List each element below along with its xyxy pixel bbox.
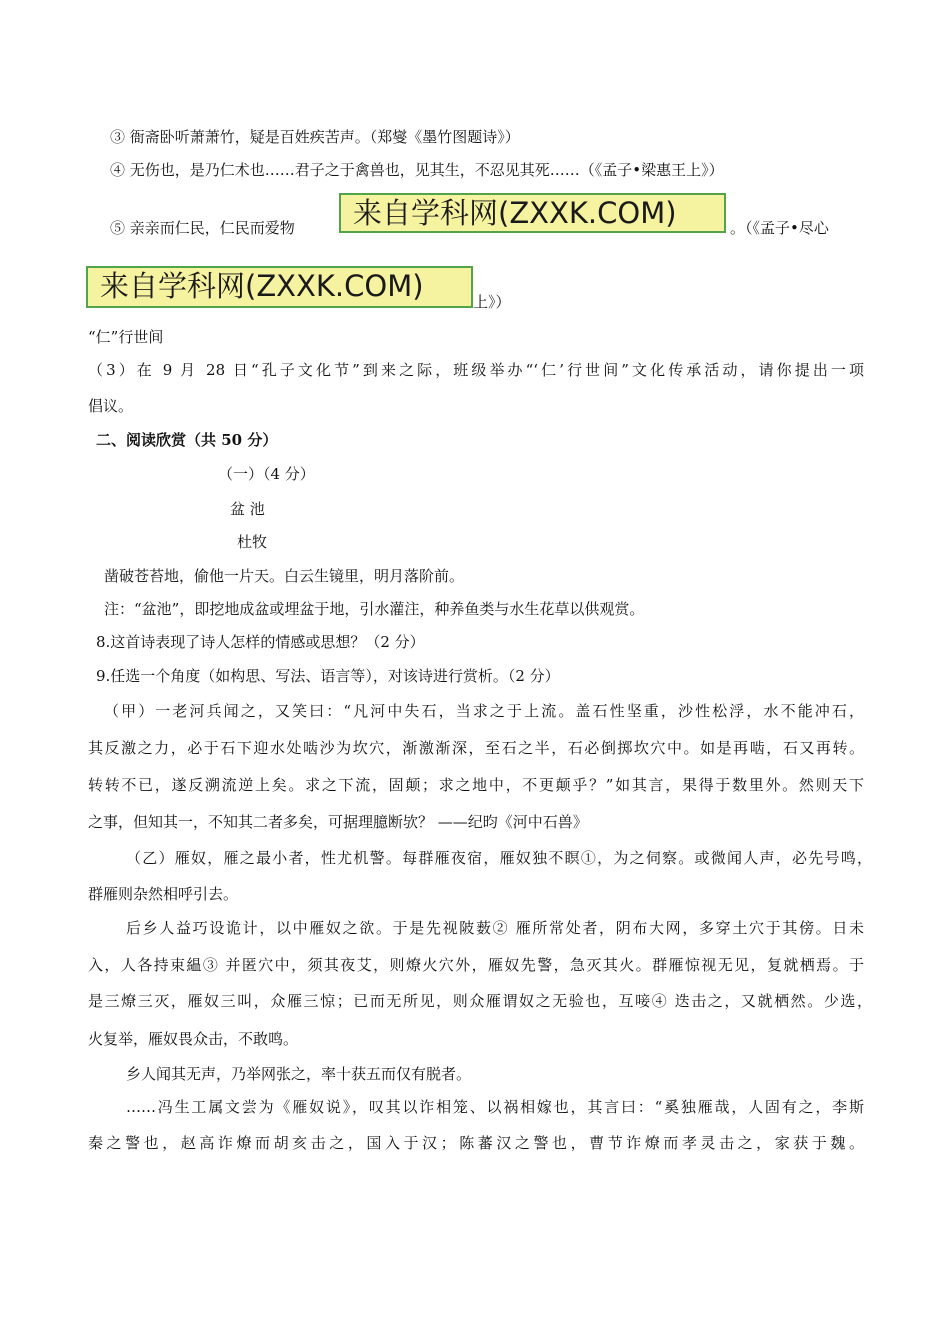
- watermark-banner-2: 来自学科网(ZXXK.COM): [86, 266, 473, 308]
- part-2-heading: 二、阅读欣赏（共 50 分）: [96, 431, 278, 449]
- passage-yi-p4-line-1: ……冯生工属文尝为《雁奴说》，叹其以诈相笼、以祸相嫁也，其言曰：“奚独雁哉，人固有之，李斯: [126, 1098, 864, 1116]
- poem-body: 凿破苍苔地，偷他一片天。白云生镜里，明月落阶前。: [104, 567, 465, 585]
- passage-yi-p1-line-1: （乙）雁奴，雁之最小者，性尤机警。每群雁夜宿，雁奴独不瞑①，为之伺察。或微闻人声，必先号鸣，: [126, 849, 872, 867]
- passage-jia-line-3: 转转不已，遂反溯流逆上矣。求之下流，固颠；求之地中，不更颠乎？”如其言，果得于数里外。然则天下: [88, 776, 864, 794]
- poem-author: 杜牧: [237, 533, 268, 551]
- passage-jia-line-4: 之事，但知其一，不知其二者多矣，可据理臆断欤？ ——纪昀《河中石兽》: [88, 813, 588, 831]
- quote-5-source: 。（《孟子•尽心: [730, 219, 829, 237]
- quote-5-start: ⑤ 亲亲而仁民，仁民而爱物: [110, 219, 295, 237]
- passage-yi-p4-line-2: 秦之警也，赵高诈燎而胡亥击之，国入于汉；陈蕃汉之警也，曹节诈燎而孝灵击之，家获于魏。: [88, 1134, 864, 1152]
- passage-yi-p2-line-2: 入，人各持束緼③ 并匿穴中，须其夜艾，则燎火穴外，雁奴先警，急灭其火。群雁惊视无见，复就栖焉。于: [88, 956, 864, 974]
- passage-yi-p3: 乡人闻其无声，乃举网张之，率十获五而仅有脱者。: [126, 1065, 472, 1083]
- question-3-line-1: （3）在 9 月 28 日“孔子文化节”到来之际，班级举办“‘仁’行世间”文化传承活动，请你提出一项: [88, 361, 864, 379]
- quote-4: ④ 无伤也，是乃仁术也……君子之于禽兽也，见其生，不忍见其死……（《孟子•梁惠王上》）: [110, 161, 724, 179]
- passage-jia-line-2: 其反激之力，必于石下迎水处啮沙为坎穴，渐激渐深，至石之半，石必倒掷坎穴中。如是再啮，石又再转。: [88, 739, 864, 757]
- quote-3: ③ 衙斋卧听萧萧竹，疑是百姓疾苦声。（郑燮《墨竹图题诗》）: [110, 128, 520, 146]
- passage-yi-p2-line-1: 后乡人益巧设诡计，以中雁奴之欲。于是先视陂薮② 雁所常处者，阴布大网，多穿土穴于其傍。日未: [126, 919, 864, 937]
- question-8: 8.这首诗表现了诗人怎样的情感或思想？（2 分）: [96, 633, 425, 651]
- passage-jia-line-1: （甲）一老河兵闻之，又笑曰：“凡河中失石，当求之于上流。盖石性坚重，沙性松浮，水不能冲石，: [104, 702, 864, 720]
- question-3-line-2: 倡议。: [88, 397, 134, 415]
- poem-note: 注：“盆池”，即挖地成盆或埋盆于地，引水灌注，种养鱼类与水生花草以供观赏。: [104, 600, 645, 618]
- passage-yi-p2-line-3: 是三燎三灭，雁奴三叫，众雁三惊；已而无所见，则众雁谓奴之无验也，互唼④ 迭击之，又就栖然。少选，: [88, 992, 872, 1010]
- question-9: 9.任选一个角度（如构思、写法、语言等），对该诗进行赏析。（2 分）: [96, 667, 560, 685]
- subsection-1-heading: （一）（4 分）: [218, 465, 315, 483]
- section-heading-ren: “仁”行世间: [88, 328, 164, 346]
- passage-yi-p1-line-2: 群雁则杂然相呼引去。: [88, 885, 239, 903]
- poem-title: 盆 池: [230, 500, 265, 518]
- passage-yi-p2-line-4: 火复举，雁奴畏众击，不敢鸣。: [88, 1030, 299, 1048]
- quote-5-source-end: 上》）: [473, 293, 511, 311]
- watermark-banner-1: 来自学科网(ZXXK.COM): [339, 193, 726, 233]
